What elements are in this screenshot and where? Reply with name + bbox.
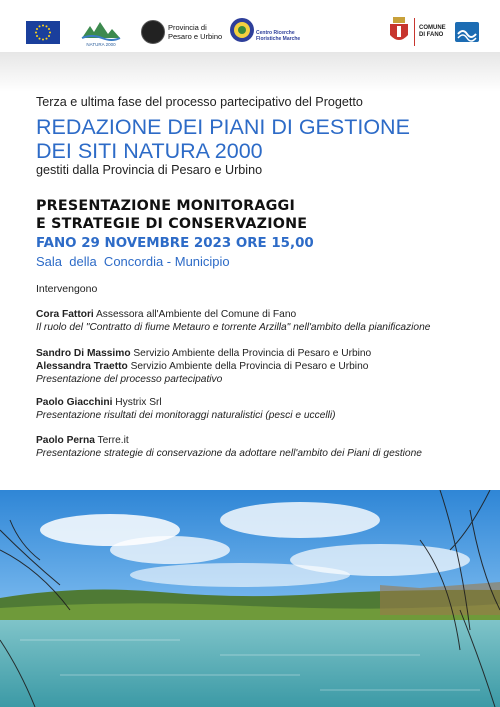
speaker-name: Paolo Giacchini — [36, 397, 113, 408]
ricerche-line1: Centro Ricerche — [256, 30, 295, 36]
title-line2: DEI SITI NATURA 2000 — [36, 139, 263, 163]
speaker-row — [36, 308, 296, 321]
lake-landscape-photo — [0, 490, 500, 707]
speaker-topic — [36, 409, 336, 422]
pesaro-logo-text — [168, 23, 222, 41]
speaker-topic-text: Il ruolo del "Contratto di fiume Metauro e torrente Arzilla" nell'ambito della pianificazione — [36, 322, 431, 333]
pesaro-emblem-icon — [141, 20, 165, 44]
blue-flag-icon — [455, 22, 479, 42]
presentation-line1: PRESENTAZIONE MONITORAGGI — [36, 198, 295, 214]
fano-crest-icon — [388, 17, 410, 45]
speaker-row — [36, 434, 129, 447]
intro-text: Terza e ultima fase del processo partecipativo del Progetto — [36, 95, 363, 109]
speaker-row — [36, 347, 371, 360]
fano-line1: COMUNE — [419, 25, 446, 31]
event-datetime: FANO 29 NOVEMBRE 2023 ORE 15,00 — [36, 236, 314, 251]
speaker-row — [36, 360, 368, 373]
fano-separator — [414, 18, 415, 46]
speaker-name: Paolo Perna — [36, 435, 95, 446]
speaker-topic-text: Presentazione del processo partecipativo — [36, 374, 223, 385]
speakers-label: Intervengono — [36, 283, 98, 295]
presentation-title — [36, 197, 307, 233]
centro-ricerche-text — [256, 30, 300, 42]
ricerche-line2: Floristiche Marche — [256, 36, 301, 42]
header-fade — [0, 52, 500, 92]
title-line1: REDAZIONE DEI PIANI DI GESTIONE — [36, 115, 410, 139]
speaker-topic — [36, 373, 222, 386]
speaker-role: Hystrix Srl — [115, 397, 162, 408]
presentation-line2: E STRATEGIE DI CONSERVAZIONE — [36, 216, 308, 232]
speaker-name: Alessandra Traetto — [36, 361, 128, 372]
comune-di-fano-text — [419, 25, 446, 39]
speaker-name: Cora Fattori — [36, 309, 94, 320]
subtitle: gestiti dalla Provincia di Pesaro e Urbino — [36, 163, 263, 177]
natura-label: NATURA 2000 — [86, 42, 116, 47]
natura-2000-logo — [80, 18, 122, 48]
speaker-row — [36, 396, 162, 409]
pesaro-line1: Provincia di — [168, 23, 207, 32]
speaker-role: Assessora all'Ambiente del Comune di Fano — [96, 309, 297, 320]
speaker-role: Servizio Ambiente della Provincia di Pesaro e Urbino — [130, 361, 369, 372]
centro-ricerche-emblem-icon — [230, 18, 254, 42]
event-venue: Sala della Concordia - Municipio — [36, 254, 230, 269]
fano-line2: DI FANO — [419, 32, 444, 38]
speaker-topic-text: Presentazione strategie di conservazione da adottare nell'ambito dei Piani di gestione — [36, 448, 422, 459]
speaker-topic-text: Presentazione risultati dei monitoraggi naturalistici (pesci e uccelli) — [36, 410, 336, 421]
speaker-topic — [36, 321, 430, 334]
speaker-role: Servizio Ambiente della Provincia di Pesaro e Urbino — [133, 348, 372, 359]
eu-flag-logo — [26, 21, 60, 44]
main-title — [36, 115, 410, 163]
speaker-name: Sandro Di Massimo — [36, 348, 131, 359]
speaker-role: Terre.it — [97, 435, 129, 446]
pesaro-line2: Pesaro e Urbino — [168, 32, 223, 41]
speaker-topic — [36, 447, 422, 460]
